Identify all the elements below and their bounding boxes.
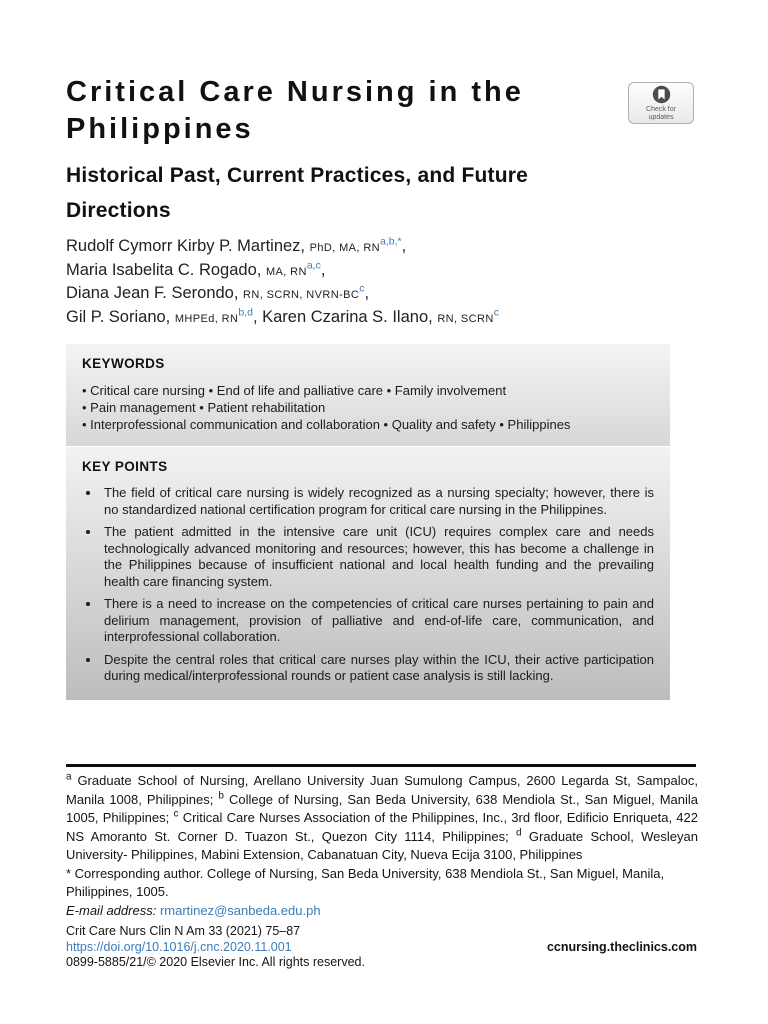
author-credentials: MHPEd, RN — [174, 312, 239, 325]
footnote-divider-rule — [66, 764, 696, 767]
author-name: Karen Czarina S. Ilano, — [262, 307, 438, 326]
keywords-lines — [82, 382, 654, 433]
crossmark-bookmark-icon — [652, 85, 671, 104]
author-credentials: RN, SCRN — [437, 312, 494, 325]
affiliation-text: Graduate School of Nursing, Arellano University Juan Sumulong Campus, 2600 Legarda St, Sampaloc, Manila 1008, Philippines; — [66, 773, 698, 807]
author-separator: , — [320, 260, 326, 279]
affiliation-superscript: a — [66, 771, 72, 783]
email-link[interactable]: rmartinez@sanbeda.edu.ph — [159, 902, 321, 918]
email-line — [66, 902, 698, 921]
author-separator: , — [252, 307, 263, 326]
article-subtitle: Historical Past, Current Practices, and Future Directions — [66, 164, 529, 222]
author-credentials: RN, SCRN, NVRN-BC — [243, 289, 360, 301]
author-name: Gil P. Soriano, — [66, 307, 175, 326]
check-for-updates-badge[interactable] — [628, 82, 694, 124]
doi-link[interactable]: https://doi.org/10.1016/j.cnc.2020.11.001 — [66, 939, 292, 954]
author-affiliation-superscript: a,b,* — [380, 235, 402, 248]
author-affiliation-superscript: c — [359, 282, 365, 295]
footnotes — [66, 772, 698, 920]
author-line — [66, 283, 686, 307]
copyright-line: 0899-5885/21/© 2020 Elsevier Inc. All rights reserved. — [66, 955, 365, 969]
keywords-box — [66, 344, 670, 446]
key-point-item: • The patient admitted in the intensive care unit (ICU) requires complex care and needs technologically advanced monitoring and resources; however, this has become a challenge in the Philippines because of insufficient national and local health funding and the prevailing health care financing system. — [101, 524, 654, 590]
citation-block — [66, 924, 697, 971]
author-list — [66, 236, 686, 330]
journal-citation: Crit Care Nurs Clin N Am 33 (2021) 75–87 — [66, 924, 301, 938]
affiliation-text: Critical Care Nurses Association of the Philippines, Inc., 3rd floor, Edificio Enriqueta, 422 NS Amoranto St. Corner D. Tuazon St., Quezon City 1114, Philippines; — [66, 810, 698, 844]
key-point-item: • The field of critical care nursing is widely recognized as a nursing specialty; however, there is no standardized national certification program for critical care nursing in the Philippines. — [101, 485, 654, 518]
keywords-line: • Interprofessional communication and collaboration • Quality and safety • Philippines — [82, 417, 571, 432]
author-line — [66, 307, 686, 331]
keywords-heading: KEYWORDS — [82, 356, 165, 371]
author-name: Diana Jean F. Serondo, — [66, 284, 244, 302]
keywords-line: • Pain management • Patient rehabilitation — [82, 400, 326, 415]
key-points-heading: KEY POINTS — [82, 459, 168, 474]
email-label: E-mail address: — [66, 902, 157, 918]
keywords-line: • Critical care nursing • End of life and palliative care • Family involvement — [82, 383, 507, 398]
author-credentials: MA, RN — [265, 265, 307, 278]
author-credentials: PhD, MA, RN — [309, 242, 381, 254]
title-block — [66, 74, 626, 228]
author-line — [66, 236, 686, 260]
journal-site-link[interactable]: ccnursing.theclinics.com — [546, 939, 697, 954]
author-affiliation-superscript: a,c — [306, 259, 321, 271]
affiliation-superscript: c — [173, 808, 179, 820]
author-name: Maria Isabelita C. Rogado, — [66, 260, 266, 279]
author-separator: , — [401, 237, 407, 255]
affiliation-text: Graduate School, Wesleyan University- Philippines, Mabini Extension, Cabanatuan City, Nueva Ecija 3100, Philippines — [66, 828, 698, 862]
affiliation-text: College of Nursing, San Beda University, 638 Mendiola St., San Miguel, Manila 1005, Philippines; — [66, 791, 698, 825]
author-affiliation-superscript: c — [493, 306, 499, 318]
article-title: Critical Care Nursing in the Philippines — [66, 76, 524, 145]
key-point-item: • Despite the central roles that critical care nurses play within the ICU, their active participation during medical/interprofessional rounds or patient case analysis is still lacking. — [101, 652, 654, 685]
key-points-list — [82, 485, 654, 685]
affiliations-paragraph — [66, 772, 698, 865]
key-point-item: • There is a need to increase on the competencies of critical care nurses pertaining to pain and delirium management, provision of palliative and end-of-life care, communication, and interprofessional collaboration. — [101, 596, 654, 646]
author-affiliation-superscript: b,d — [238, 306, 253, 318]
badge-label: Check for updates — [646, 106, 676, 121]
key-points-box — [66, 447, 670, 700]
affiliation-superscript: d — [516, 827, 522, 839]
author-name: Rudolf Cymorr Kirby P. Martinez, — [66, 237, 310, 255]
author-line — [66, 260, 686, 284]
author-separator: , — [364, 284, 370, 302]
affiliation-superscript: b — [218, 790, 224, 802]
corresponding-author-note: * Corresponding author. College of Nursing, San Beda University, 638 Mendiola St., San Miguel, Manila, Philippines, 1005. — [66, 865, 665, 899]
